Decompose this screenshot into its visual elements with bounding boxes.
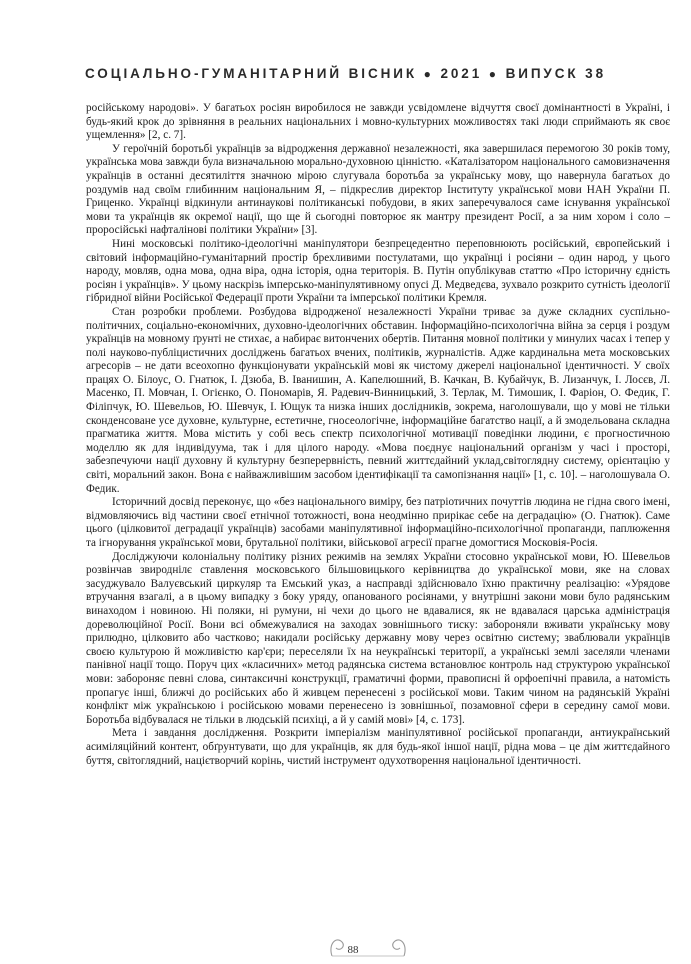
header-year: 2021	[440, 66, 483, 81]
header-issue: ВИПУСК 38	[505, 66, 606, 81]
paragraph: російському народові». У багатьох росіян виробилося не завжди усвідомлене відчуття своєї домінантності в Україні, і будь-який крок до зрівняння в реальних національних і мовно-культурних можливостях такі люди сприймають як своє ущемлення» [2, с. 7].	[86, 102, 670, 142]
paragraph: Досліджуючи колоніальну політику різних режимів на землях України стосовно української мови, Ю. Шевельов розвінчав звироднілє ставлення московського більшовицького керівництва до української мови, яке на словах засуджувало Валуєвський циркуляр та Емський указ, а насправді здійснювало їхню практичну реалізацію: «Урядове втручання взагалі, а в цьому випадку з боку уряду, опанованого росіянами, у внутрішні закони мови було радянським винаходом і новиною. Ні поляки, ні румуни, ні чехи до цього не вдавалися, як не вдавалася царська адміністрація дореволюційної Росії. Вони всі обмежувалися на заходах зовнішнього тиску: забороняли вживати українську мову прилюдно, цілковито або частково; накидали російську державну мову через освітню систему; зваблювали українців своєю культурою й можливістю кар'єри; переселяли їх на неукраїнські території, а українські землі заселяли членами панівної нації тощо. Поруч цих «класичних» метод радянська система встановлює контроль над структурою української мови: забороняє певні слова, синтаксичні конструкції, граматичні форми, правописні й орфоепічні правила, а натомість пропагує інші, ближчі до російських або й живцем перенесені з російської мови. Таким чином на радянській Україні конфлікт між українською і російською мовами перенесено із зовнішньої, позамовної сфери в середину самої мови. Боротьба відбувалася не тільки в людській психіці, а й у самій мові» [4, с. 173].	[86, 550, 670, 726]
paragraph: Мета і завдання дослідження. Розкрити імперіалізм маніпулятивної російської пропаганди, антиукраїнський асиміляційний контент, обґрунтувати, що для українців, як для будь-якої іншої нації, рідна мова – це дім життєдайного буття, світоглядний, націєтворчий корінь, чистий інструмент одухотворення національної ідентичності.	[86, 727, 670, 767]
page-ornament-icon	[318, 928, 418, 964]
running-header	[0, 66, 691, 81]
article-body	[86, 102, 670, 768]
header-bullet: ●	[488, 67, 499, 81]
paragraph: У героїчній боротьбі українців за відродження державної незалежності, яка завершилася перемогою 30 років тому, українська мова завжди була визначальною морально-духовною цінністю. «Каталізатором національного самовизначення українців в останні десятиліття значною мірою слугувала боротьба за українську мову, що навернула багатьох до роздумів над своїм глибинним національним Я, – підкреслив директор Інституту української мови НАН України П. Гриценко. Українці відкинули антинаукові політиканські побудови, в яких заперечувалося саме існування української мови та українців як окремої нації, що ще й сьогодні повторює як мантру президент Росії, а за ним хором і соло – проросійські нафталінові політики України» [3].	[86, 142, 670, 237]
paragraph: Нині московські політико-ідеологічні маніпулятори безпрецедентно переповнюють російський, європейський і світовий інформаційно-гуманітарний простір брехливими постулатами, що українці і росіяни – один народ, у цього народу, мовляв, одна мова, одна віра, одна історія, одна територія. В. Путін опублікував статтю «Про історичну єдність росіян і українців». У цьому наскрізь імперсько-маніпулятивному опусі Д. Медведєва, зухвало розкрито сутність ідеології гібридної війни Російської Федерації проти України та імперської політики Кремля.	[86, 237, 670, 305]
page-number: 88	[347, 944, 359, 956]
paragraph: Історичний досвід переконує, що «без національного виміру, без патріотичних почуттів людина не гідна свого імені, відмовляючись від частини своєї етнічної тотожності, вона неодмінно прирікає себе на деградацію» (О. Гнатюк). Саме цього (цілковитої деградації українців) засобами маніпулятивної інформаційно-психологічної пропаганди, паплюження та ігнорування української мови, брутальної політики, військової агресії прагне домогтися Московія-Росія.	[86, 496, 670, 549]
paragraph: Стан розробки проблеми. Розбудова відродженої незалежності України триває за дуже складних суспільно-політичних, соціально-економічних, духовно-ідеологічних обставин. Інформаційно-психологічна війна за серця і роздум українців на мовному ґрунті не стихає, а набирає витончених обертів. Питання мовної політики у минулих часах і тепер у полі науково-публіцистичних досліджень багатьох вчених, політиків, журналістів. Адже кардинальна мета московських агресорів – не дати всеохопно функціонувати українській мові як чистому джерелі національної ідентичності. У своїх працях О. Білоус, О. Гнатюк, І. Дзюба, В. Іванишин, А. Капелюшний, В. Качкан, В. Кубайчук, В. Лизанчук, І. Лосєв, Л. Масенко, П. Мовчан, І. Огієнко, О. Пономарів, Я. Радевич-Винницький, З. Терлак, М. Тимошик, І. Фаріон, О. Федик, Г. Філіпчук, Ю. Шевельов, Ю. Шевчук, І. Ющук та низка інших дослідників, зокрема, наголошували, що у мові не тільки сконденсоване усе духовне, культурне, естетичне, гносеологічне, інформаційне багатство нації, а й змодельована складна прагматика життя. Мова містить у собі весь спектр психологічної мотивації поведінки людини, є прогностичною моделлю як для індивідуума, так і для цілого народу. «Мова поєднує національний організм у часі і просторі, забезпечуючи нації духовну й культурну безперервність, певний життєдайний уклад,світоглядну систему, орієнтацію у світі, моральний закон. Вона є найважливішим засобом ідентифікації та самопізнання нації» [1, с. 10]. – наголошувала О. Федик.	[86, 305, 670, 495]
header-bullet: ●	[423, 67, 434, 81]
journal-title: СОЦІАЛЬНО-ГУМАНІТАРНИЙ ВІСНИК	[84, 66, 417, 81]
